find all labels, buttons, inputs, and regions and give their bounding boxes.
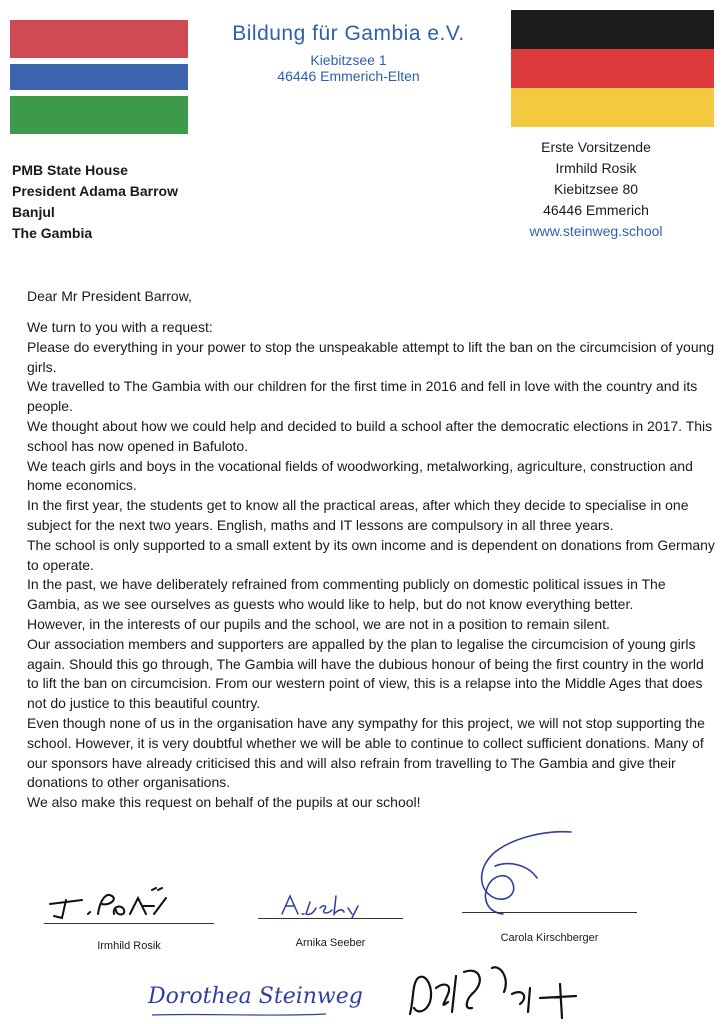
- sender-role: Erste Vorsitzende: [541, 139, 651, 155]
- germany-flag-black-stripe: [511, 10, 714, 49]
- gambia-flag-green-stripe: [10, 96, 188, 134]
- signature-underline: [150, 1012, 330, 1018]
- letter-paragraph: We turn to you with a request:: [27, 319, 213, 335]
- letter-paragraph: We thought about how we could help and decided to build a school after the democratic elections in 2017. This school has now opened in Bafuloto.: [27, 417, 713, 454]
- gambia-flag: [10, 20, 188, 134]
- recipient-address: [12, 160, 178, 244]
- letter-paragraph: However, in the interests of our pupils and the school, we are not in a position to remain silent.: [27, 615, 610, 632]
- letter-paragraph: In the first year, the students get to know all the practical areas, after which they decide to specialise in one subject for the next two years. English, maths and IT lessons are compulsory in all three years.: [27, 497, 689, 533]
- gambia-flag-blue-stripe: [10, 64, 188, 90]
- letter-paragraph: Our association members and supporters are appalled by the plan to legalise the circumcision of young girls again. Should this go through, The Gambia will have the dubious honour of being the first country in the world to lift the ban on circumcision. From our western point of view, this is a relapse into the Middle Ages that does not do justice to this beautiful country.: [27, 635, 704, 712]
- germany-flag-red-stripe: [511, 49, 714, 88]
- sender-address: [506, 137, 686, 242]
- sender-city: 46446 Emmerich: [543, 202, 649, 218]
- organization-street: Kiebitzsee 1: [310, 52, 387, 68]
- letter-paragraph: In the past, we have deliberately refrained from commenting publicly on domestic political issues in The Gambia, as we see ourselves as guests who would like to help, but do not know everything better.: [27, 576, 666, 613]
- gambia-flag-red-stripe: [10, 20, 188, 58]
- signature-dorothea-steinweg: Dorothea Steinweg: [148, 984, 363, 1009]
- sender-street: Kiebitzsee 80: [553, 181, 639, 197]
- signature-scribble: [400, 958, 590, 1024]
- letter-paragraph: Please do everything in your power to stop the unspeakable attempt to lift the ban on the circumcision of young girls.: [27, 338, 715, 375]
- signature-name: Arnika Seeber: [295, 937, 366, 949]
- signature-line: [462, 912, 637, 913]
- letter-paragraph: The school is only supported to a small extent by its own income and is dependent on donations from Germany to operate.: [27, 536, 715, 573]
- recipient-line: Banjul: [12, 204, 55, 220]
- germany-flag: [511, 10, 714, 127]
- organization-city: 46446 Emmerich-Elten: [277, 68, 420, 84]
- signature-line: [44, 923, 214, 924]
- letter-body: [27, 318, 717, 813]
- letter-paragraph: We teach girls and boys in the vocational fields of woodworking, metalworking, agriculture, construction and home economics.: [27, 457, 693, 494]
- signature-arnika-seeber: [276, 892, 366, 920]
- recipient-line: The Gambia: [12, 225, 93, 241]
- signature-name: Irmhild Rosik: [97, 940, 161, 952]
- signature-line: [258, 918, 403, 919]
- website-link[interactable]: www.steinweg.school: [529, 223, 663, 239]
- salutation: Dear Mr President Barrow,: [27, 288, 192, 304]
- organization-name: Bildung für Gambia e.V.: [232, 22, 465, 45]
- signature-name: Carola Kirschberger: [500, 932, 599, 944]
- recipient-line: President Adama Barrow: [12, 183, 178, 199]
- letter-paragraph: We also make this request on behalf of the pupils at our school!: [27, 794, 421, 811]
- germany-flag-gold-stripe: [511, 88, 714, 127]
- letter-paragraph: Even though none of us in the organisation have any sympathy for this project, we will not stop supporting the school. However, it is very doubtful whether we will be able to continue to collect sufficient donations. Many of our sponsors have already criticised this and will also refrain from travelling to The Gambia and give their donations to other organisations.: [27, 714, 705, 791]
- signature-carola-kirschberger: [455, 826, 585, 926]
- sender-name: Irmhild Rosik: [555, 160, 637, 176]
- letter-paragraph: We travelled to The Gambia with our children for the first time in 2016 and fell in love with the country and its people.: [27, 378, 698, 415]
- signature-block: [0, 860, 726, 1024]
- recipient-line: PMB State House: [12, 162, 128, 178]
- signature-irmhild-rosik: [42, 870, 182, 920]
